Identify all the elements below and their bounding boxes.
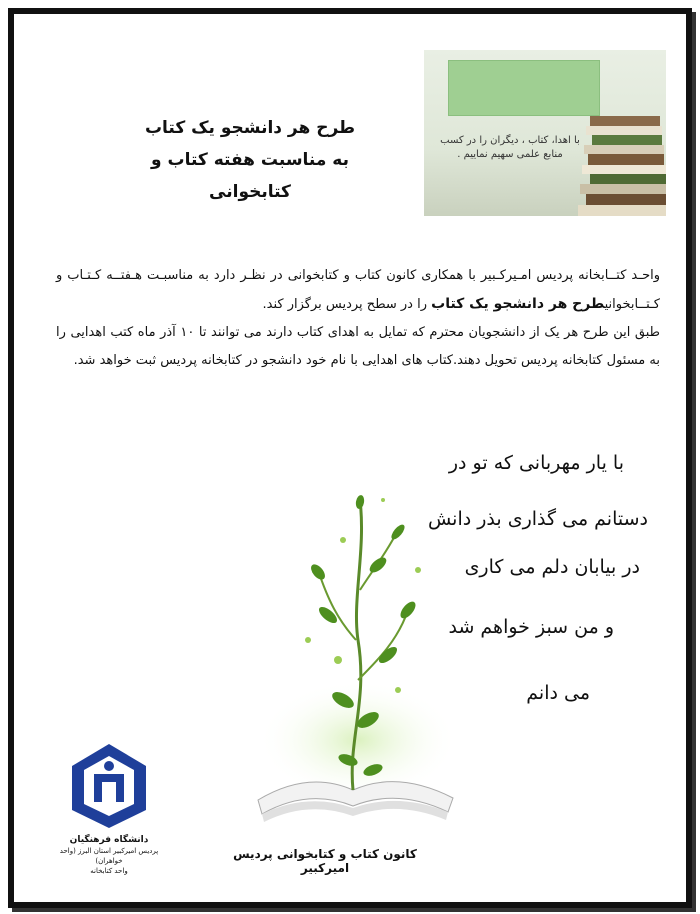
poem-line-2: دستانم می گذاری بذر دانش [427, 508, 648, 530]
body-text [56, 262, 660, 375]
university-logo [54, 740, 164, 880]
books-stack-icon [576, 110, 666, 216]
body-p1-bold: طرح هر دانشجو یک کتاب [431, 296, 605, 312]
poem-line-5: می دانم [526, 682, 590, 704]
banner-caption-line-1: با اهدا، کتاب ، دیگران را در کسب [440, 135, 580, 146]
book-plant-illustration [248, 440, 458, 840]
title-line-1: طرح هر دانشجو یک کتاب [144, 118, 356, 138]
poem-line-1: با یار مهربانی که تو در [448, 452, 624, 474]
body-p1-before: واحـد کتــابخانه پردیس امـیرکـبیر با همکاری کانون کتاب و کتابخوانی در نظـر دارد به مناسبـت هـفتــه کـتـاب و کـتــابخوانی [56, 268, 660, 312]
poem-line-3: در بیابان دلم می کاری [464, 556, 640, 578]
university-sub-2: واحد کتابخانه [90, 867, 128, 875]
title-line-2: به مناسبت هفته کتاب و کتابخوانی [151, 150, 349, 202]
banner-caption-line-2: منابع علمی سهیم نماییم . [457, 149, 563, 160]
body-p1-after: را در سطح پردیس برگزار کند. [262, 297, 432, 312]
poem-line-4: و من سبز خواهم شد [448, 616, 614, 638]
university-name: دانشگاه فرهنگیان [69, 835, 149, 845]
body-p2: طبق این طرح هر یک از دانشجویان محترم که تمایل به اهدای کتاب دارند می توانند تا ۱۰ آذر ماه کتب اهدایی را به مسئول کتابخانه پردیس تحویل دهند.کتاب های اهدایی با نام خود دانشجو در کتابخانه پردیس ثبت خواهد شد. [56, 325, 661, 368]
title-block [120, 112, 380, 208]
university-emblem-icon [64, 740, 154, 830]
footer-text: کانون کتاب و کتابخوانی پردیس امیرکبیر [233, 847, 417, 875]
university-sub-1: پردیس امیرکبیر استان البرز (واحد خواهران) [59, 847, 159, 865]
banner-image [424, 50, 666, 216]
banner-green-box [448, 60, 600, 116]
banner-caption [430, 134, 590, 162]
